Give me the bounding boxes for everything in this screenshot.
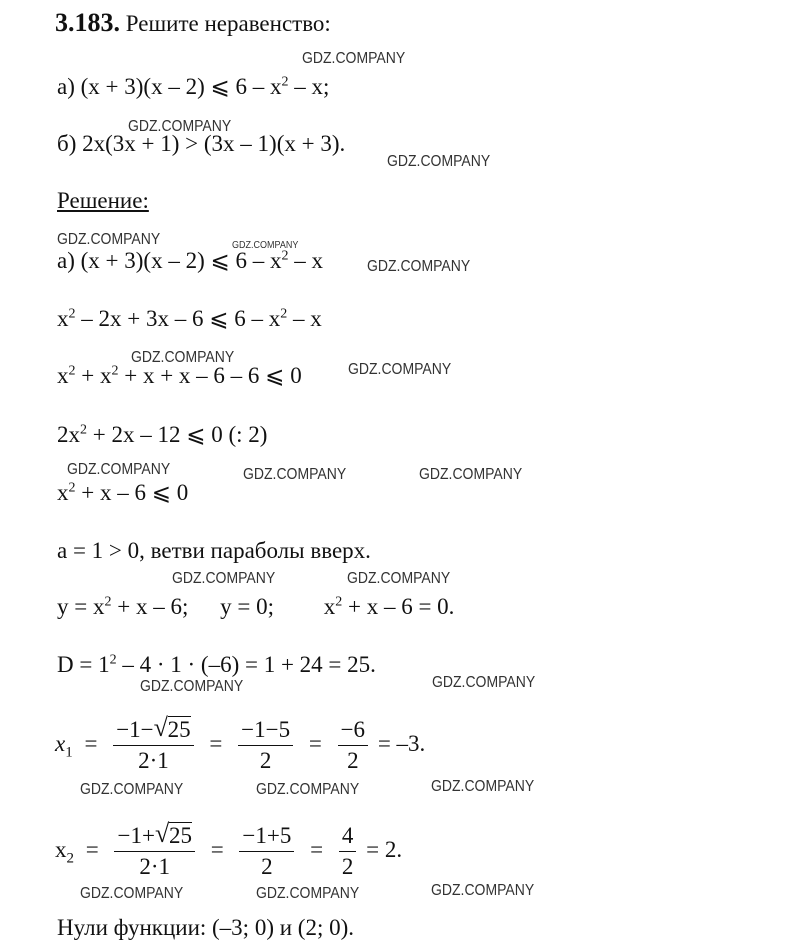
watermark: GDZ.COMPANY bbox=[128, 116, 232, 135]
root-x1-line: $x_1$ = −1− √ 25 2·1 = $\frac{-1-5}{2}$ = $\frac{-6}{2}$ = –3. bbox=[55, 713, 426, 773]
watermark: GDZ.COMPANY bbox=[256, 779, 360, 798]
watermark: GDZ.COMPANY bbox=[387, 151, 491, 170]
watermark: GDZ.COMPANY bbox=[419, 464, 523, 483]
watermark: GDZ.COMPANY bbox=[431, 776, 535, 795]
watermark: GDZ.COMPANY bbox=[232, 239, 299, 251]
solution-step-7: $y = x^2 + x - 6$; y = 0; $x^2 + x - 6 = 0$. bbox=[57, 594, 455, 619]
problem-part-a: а) (x + 3)(x – 2) ⩽ $6 - x^2$ – x; bbox=[57, 74, 330, 99]
watermark: GDZ.COMPANY bbox=[57, 229, 161, 248]
solution-step-6: a = 1 > 0, ветви параболы вверх. bbox=[57, 538, 371, 563]
watermark: GDZ.COMPANY bbox=[80, 883, 184, 902]
solution-step-2: $x^2 - 2x + 3x - 6$ ⩽ $6 - x^2$ – x bbox=[57, 306, 322, 331]
watermark: GDZ.COMPANY bbox=[131, 347, 235, 366]
solution-step-8: $D = 1^2 - 4 \cdot 1 \cdot (-6) = 1 + 24 = 25$. bbox=[57, 652, 376, 677]
solution-step-3: $x^2 + x^2 + x + x - 6 - 6$ ⩽ 0 bbox=[57, 363, 302, 388]
x1-fraction-2: $\frac{-1-5}{2}$ bbox=[238, 717, 293, 774]
watermark: GDZ.COMPANY bbox=[67, 459, 171, 478]
problem-part-b: б) 2x(3x + 1) > (3x – 1)(x + 3). bbox=[57, 131, 346, 156]
solution-step-4: $2x^2 + 2x - 12$ ⩽ 0 (: 2) bbox=[57, 422, 268, 447]
watermark: GDZ.COMPANY bbox=[432, 672, 536, 691]
x2-fraction-2: $\frac{-1+5}{2}$ bbox=[239, 823, 294, 880]
watermark: GDZ.COMPANY bbox=[256, 883, 360, 902]
x2-fraction-1: −1+ √ 25 2·1 bbox=[114, 823, 194, 880]
problem-statement-line bbox=[55, 8, 331, 38]
root-x2-line: $x_2$ = −1+ √ 25 2·1 = $\frac{-1+5}{2}$ = $\frac{4}{2}$ = 2. bbox=[55, 819, 403, 879]
x1-fraction-1: −1− √ 25 2·1 bbox=[113, 717, 193, 774]
watermark: GDZ.COMPANY bbox=[348, 359, 452, 378]
watermark: GDZ.COMPANY bbox=[302, 48, 406, 67]
x1-fraction-3: $\frac{-6}{2}$ bbox=[338, 717, 368, 774]
sqrt-symbol: √ 25 bbox=[153, 713, 191, 742]
watermark: GDZ.COMPANY bbox=[367, 256, 471, 275]
sqrt-symbol: √ 25 bbox=[154, 819, 192, 848]
watermark: GDZ.COMPANY bbox=[80, 779, 184, 798]
watermark: GDZ.COMPANY bbox=[172, 568, 276, 587]
watermark: GDZ.COMPANY bbox=[140, 676, 244, 695]
solution-step-5: $x^2 + x - 6$ ⩽ 0 bbox=[57, 480, 189, 505]
solution-heading: Решение: bbox=[57, 188, 149, 213]
solution-zeros: Нули функции: (–3; 0) и (2; 0). bbox=[57, 915, 354, 940]
problem-number: 3.183. bbox=[55, 8, 120, 37]
watermark: GDZ.COMPANY bbox=[243, 464, 347, 483]
solution-step-1: а) (x + 3)(x – 2) ⩽ $6 - x^2$ – x bbox=[57, 248, 323, 273]
problem-title: Решите неравенство: bbox=[125, 11, 331, 36]
watermark: GDZ.COMPANY bbox=[431, 880, 535, 899]
watermark: GDZ.COMPANY bbox=[347, 568, 451, 587]
x2-fraction-3: $\frac{4}{2}$ bbox=[339, 823, 357, 880]
